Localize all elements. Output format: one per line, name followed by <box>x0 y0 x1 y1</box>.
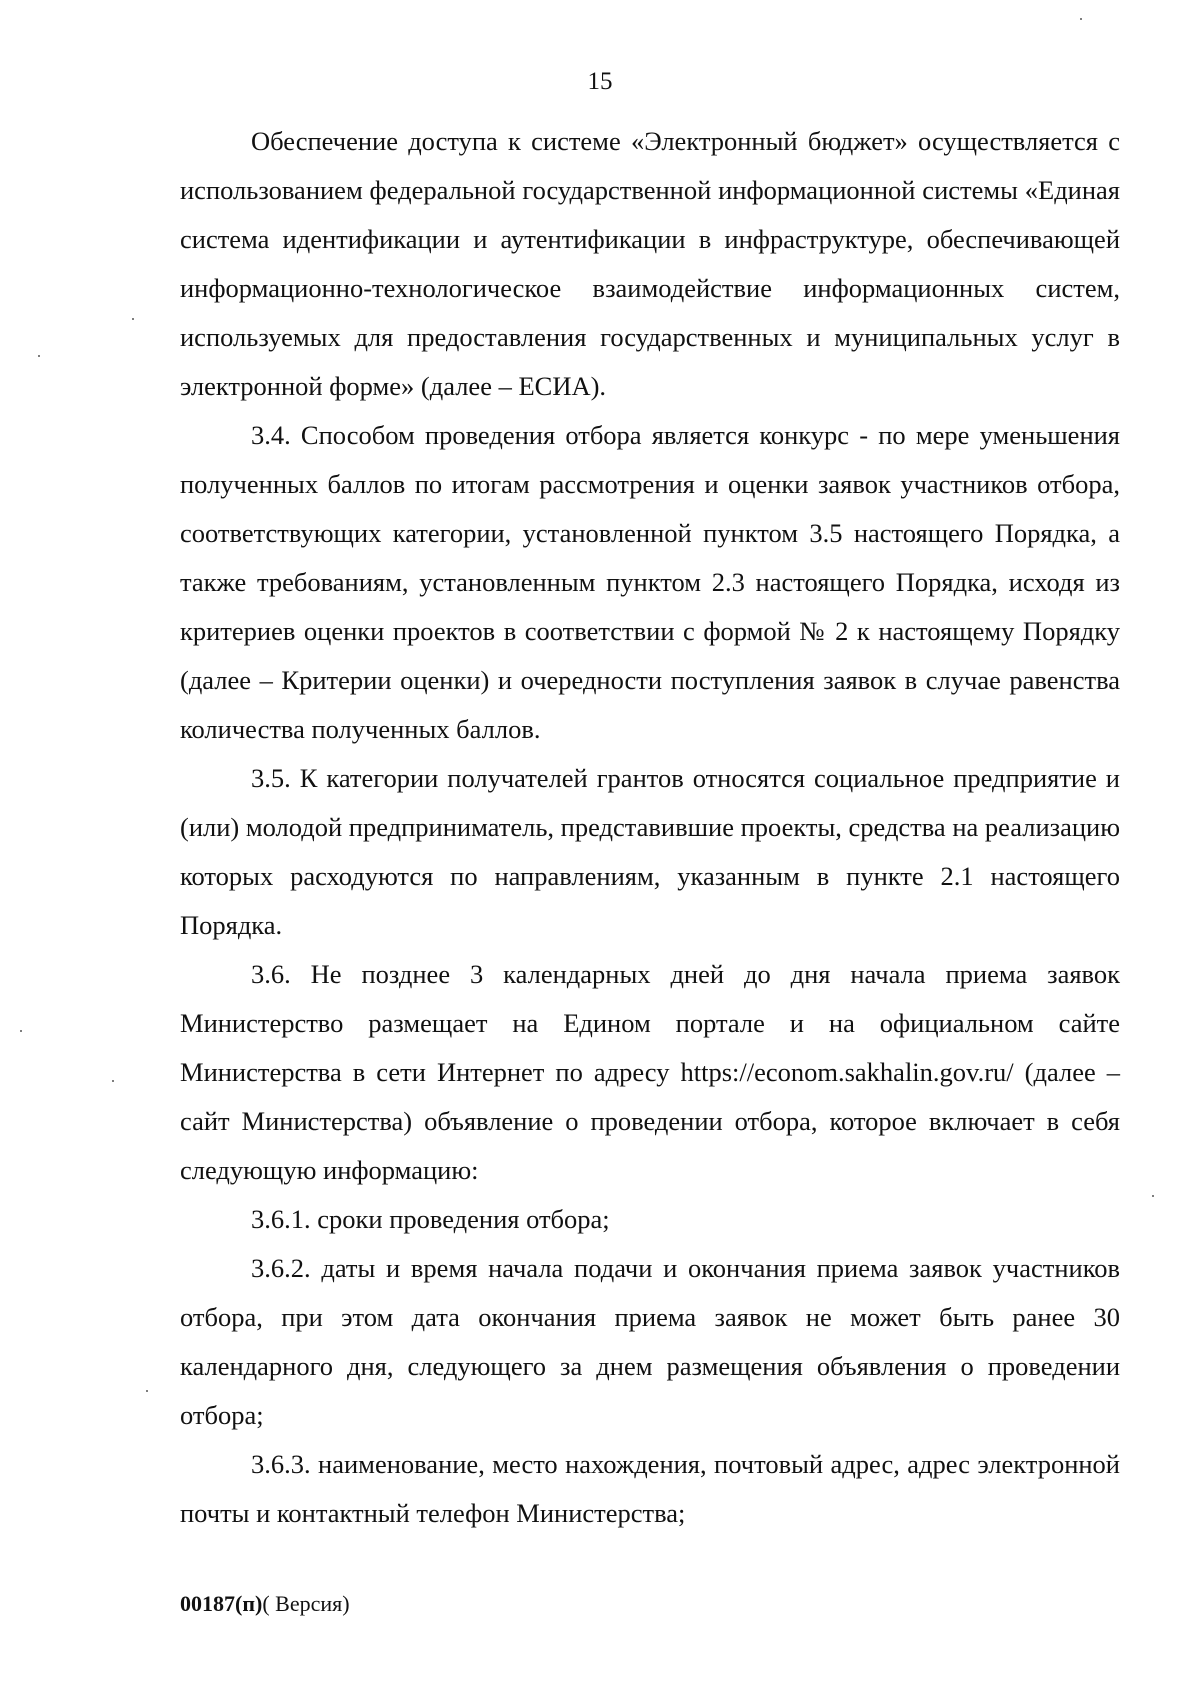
document-version: ( Версия) <box>262 1591 350 1616</box>
document-body <box>180 117 1120 1538</box>
scan-speck <box>146 1390 148 1392</box>
scan-speck <box>20 1030 22 1032</box>
paragraph-3-6-2: 3.6.2. даты и время начала подачи и окончания приема заявок участников отбора, при этом дата окончания приема заявок не может быть ранее 30 календарного дня, следующего за днем размещения объявления о проведении отбора; <box>180 1253 1120 1430</box>
scan-speck <box>112 1080 114 1082</box>
paragraph-esia: Обеспечение доступа к системе «Электронный бюджет» осуществляется с использованием федеральной государственной информационной системы «Единая система идентификации и аутентификации в инфраструктуре, обеспечивающей информационно-технологическое взаимодействие информационных систем, используемых для предоставления государственных и муниципальных услуг в электронной форме» (далее – ЕСИА). <box>180 126 1120 401</box>
document-code: 00187(п) <box>180 1591 263 1616</box>
scan-speck <box>1152 1195 1154 1197</box>
paragraph-3-5: 3.5. К категории получателей грантов относятся социальное предприятие и (или) молодой предприниматель, представившие проекты, средства на реализацию которых расходуются по направлениям, указанным в пункте 2.1 настоящего Порядка. <box>180 763 1121 940</box>
paragraph-3-6-1: 3.6.1. сроки проведения отбора; <box>251 1204 610 1234</box>
page-number: 15 <box>587 68 613 95</box>
paragraph-3-4: 3.4. Способом проведения отбора является конкурс - по мере уменьшения полученных баллов по итогам рассмотрения и оценки заявок участников отбора, соответствующих категории, установленной пунктом 3.5 настоящего Порядка, а также требованиям, установленным пунктом 2.3 настоящего Порядка, исходя из критериев оценки проектов в соответствии с формой № 2 к настоящему Порядку (далее – Критерии оценки) и очередности поступления заявок в случае равенства количества полученных баллов. <box>180 420 1120 744</box>
scan-speck <box>38 355 40 357</box>
document-code-footer <box>180 1590 350 1618</box>
paragraph-3-6-3: 3.6.3. наименование, место нахождения, почтовый адрес, адрес электронной почты и контактный телефон Министерства; <box>180 1449 1120 1528</box>
paragraph-3-6: 3.6. Не позднее 3 календарных дней до дня начала приема заявок Министерство размещает на Едином портале и на официальном сайте Министерства в сети Интернет по адресу https://econom.sakhalin.gov.ru/ (далее – сайт Министерства) объявление о проведении отбора, которое включает в себя следующую информацию: <box>180 959 1120 1185</box>
scan-speck <box>132 318 134 320</box>
scan-speck <box>1080 18 1082 20</box>
